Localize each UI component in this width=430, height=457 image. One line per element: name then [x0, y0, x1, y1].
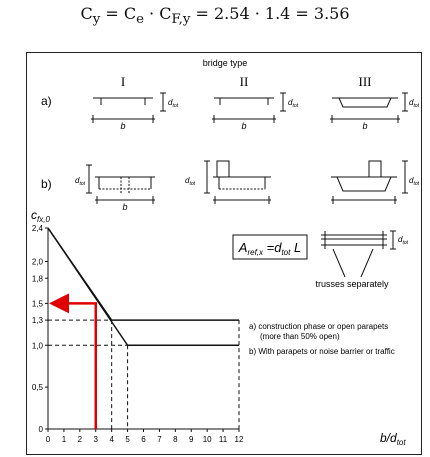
formula-lhs: C	[80, 4, 93, 23]
formula-cf: · C	[143, 4, 172, 23]
d-label-b2: $d_{tot}$	[185, 176, 196, 187]
type-ii-label: II	[239, 74, 249, 89]
y-tick-label: 1,0	[31, 341, 43, 351]
d-label-b3: $d_{tot}$	[409, 176, 420, 187]
diagram-b-type-iii	[331, 161, 408, 204]
x-tick-label: 11	[218, 435, 228, 444]
diagram-b-type-i	[86, 165, 155, 204]
x-tick-label: 4	[109, 435, 114, 444]
formula-lhs-sub: y	[92, 12, 101, 28]
b-label-b1: b	[122, 202, 128, 212]
x-tick-label: 0	[45, 435, 51, 444]
d-label-a1: $d_{tot}$	[168, 98, 179, 109]
figure-frame	[26, 52, 422, 455]
row-a-label: a)	[41, 94, 52, 108]
x-tick-label: 5	[125, 435, 130, 444]
diagram-b-type-ii	[204, 161, 271, 204]
x-tick-label: 3	[93, 435, 98, 444]
b-label-a3: b	[362, 121, 368, 131]
y-tick-label: 2,0	[31, 257, 43, 267]
annotation-a-line2: (more than 50% open)	[260, 332, 340, 341]
d-label-a2: $d_{tot}$	[288, 98, 299, 109]
reading-arrow	[54, 303, 96, 429]
series-a-line	[48, 228, 239, 320]
d-label-truss: $d_{tot}$	[398, 235, 409, 246]
annotation-b: b) With parapets or noise barrier or traffic	[249, 347, 395, 356]
x-tick-label: 10	[202, 435, 212, 444]
formula-rhs: = 2.54 · 1.4 = 3.56	[190, 4, 350, 23]
bridge-type-label: bridge type	[202, 58, 248, 68]
x-tick-label: 9	[189, 435, 194, 444]
annotation-a-line1: a) construction phase or open parapets	[249, 322, 389, 331]
row-b-label: b)	[41, 177, 52, 191]
x-axis-label: $b/d_{tot}$	[380, 431, 406, 447]
diagram-a-type-i	[91, 93, 166, 123]
x-tick-label: 2	[77, 435, 83, 444]
formula-ce-sub: e	[136, 12, 144, 28]
x-tick-label: 1	[61, 435, 67, 444]
diagram-a-type-iii	[330, 93, 408, 123]
type-iii-label: III	[358, 74, 372, 89]
trusses-diagram	[321, 231, 396, 277]
y-axis-label: $c_{fx,0}$	[31, 208, 50, 224]
x-tick-label: 8	[173, 435, 178, 444]
diagram-a-type-ii	[212, 93, 286, 123]
y-tick-label: 1,5	[31, 299, 43, 309]
y-tick-label: 1,3	[31, 316, 43, 326]
b-label-a2: b	[241, 121, 247, 131]
figure-svg	[27, 53, 423, 456]
formula-cf-sub: F,y	[171, 12, 191, 28]
d-label-b1: $d_{tot}$	[75, 176, 86, 187]
type-i-label: I	[120, 74, 126, 89]
formula-ce: = C	[100, 4, 137, 23]
series-b-line	[48, 228, 239, 345]
x-tick-label: 6	[141, 435, 146, 444]
y-tick-label: 0	[38, 425, 43, 434]
chart	[32, 224, 244, 444]
b-label-a1: b	[120, 121, 126, 131]
d-label-a3: $d_{tot}$	[409, 98, 420, 109]
y-tick-label: 0,5	[31, 383, 43, 393]
y-tick-label: 2,4	[31, 224, 43, 233]
x-tick-label: 12	[234, 435, 244, 444]
aref-formula: $A_{ref,x} =d_{tot}$ L	[238, 240, 302, 257]
trusses-label: trusses separately	[315, 279, 389, 289]
formula	[0, 4, 430, 27]
x-tick-label: 7	[157, 435, 162, 444]
y-tick-label: 1,8	[31, 274, 43, 284]
